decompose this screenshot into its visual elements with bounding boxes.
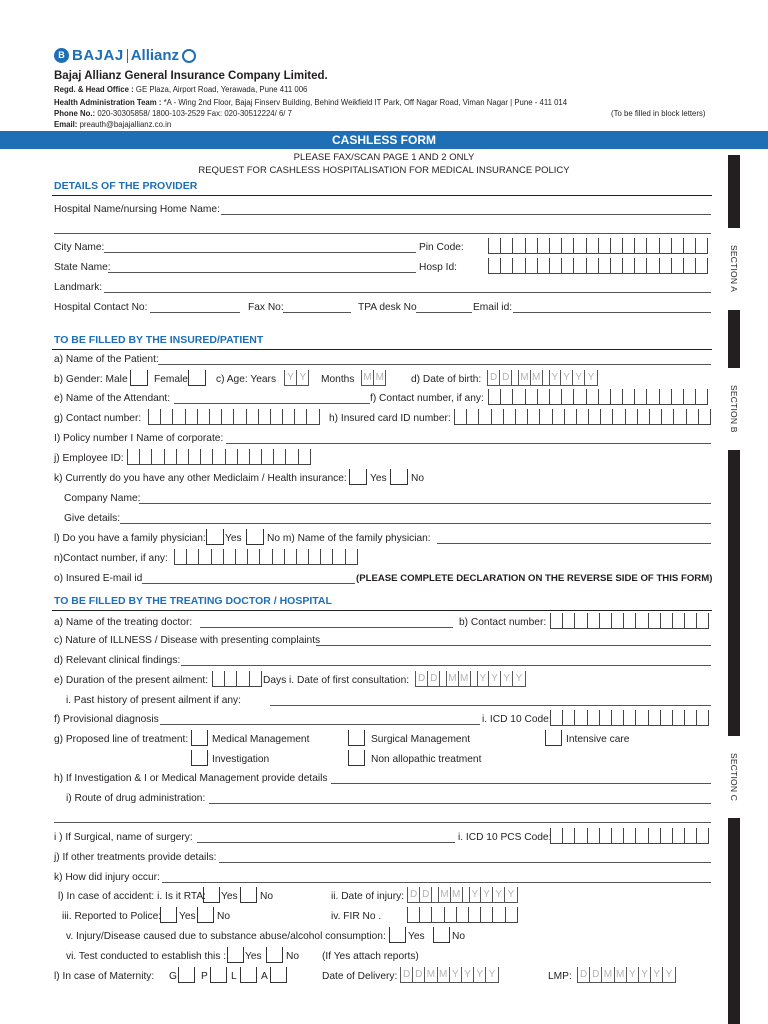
- doctor-contact-label: b) Contact number:: [459, 617, 547, 628]
- nature-illness-field[interactable]: [316, 645, 711, 646]
- icd10pcs-label: i. ICD 10 PCS Code:: [458, 832, 552, 843]
- date-injury-label: ii. Date of injury:: [331, 891, 405, 902]
- route-drug-field[interactable]: [209, 803, 711, 804]
- family-physician-no-checkbox[interactable]: [246, 529, 264, 545]
- police-yes-checkbox[interactable]: [160, 907, 177, 923]
- rta-no-checkbox[interactable]: [240, 887, 257, 903]
- employee-id-cells[interactable]: [127, 449, 311, 465]
- other-treatments-label: j) If other treatments provide details:: [54, 852, 217, 863]
- para-label: P: [201, 971, 208, 982]
- date-injury-cells[interactable]: D D M M Y Y Y Y: [407, 887, 518, 903]
- surgery-name-field[interactable]: [197, 842, 455, 843]
- past-history-label: i. Past history of present ailment if any:: [66, 695, 241, 706]
- fax-field[interactable]: [283, 312, 351, 313]
- fir-cells[interactable]: [407, 907, 518, 923]
- gender-label: b) Gender: Male: [54, 374, 128, 385]
- provider-email-label: Email id:: [473, 302, 513, 313]
- doctor-heading: TO BE FILLED BY THE TREATING DOCTOR / HOSPITAL: [54, 595, 332, 607]
- contact-if-any-label: f) Contact number, if any:: [370, 393, 484, 404]
- n-contact-label: n)Contact number, if any:: [54, 553, 168, 564]
- insured-email-field[interactable]: [142, 583, 355, 584]
- family-physician-yes-checkbox[interactable]: [206, 529, 224, 545]
- company-name: Bajaj Allianz General Insurance Company Limited.: [54, 70, 328, 82]
- patient-contact-cells[interactable]: [148, 409, 320, 425]
- injury-occur-label: k) How did injury occur:: [54, 872, 160, 883]
- police-yes-label: Yes: [179, 911, 196, 922]
- para-box[interactable]: [210, 967, 227, 983]
- clinical-findings-field[interactable]: [181, 665, 711, 666]
- hospital-name-label: Hospital Name/nursing Home Name:: [54, 204, 220, 215]
- hospital-contact-label: Hospital Contact No:: [54, 302, 148, 313]
- give-details-label: Give details:: [64, 513, 121, 524]
- insured-email-label: o) Insured E-mail id: [54, 573, 143, 584]
- give-details-field[interactable]: [120, 523, 711, 524]
- attendant-contact-cells[interactable]: [488, 389, 708, 405]
- treating-doctor-field[interactable]: [200, 627, 453, 628]
- family-physician-label: l) Do you have a family physician:: [54, 533, 206, 544]
- maternity-label: l) In case of Maternity:: [54, 971, 155, 982]
- intensive-care-label: Intensive care: [566, 734, 630, 745]
- gravida-box[interactable]: [178, 967, 195, 983]
- doctor-contact-cells[interactable]: [550, 613, 709, 629]
- physician-contact-cells[interactable]: [174, 549, 358, 565]
- test-no-checkbox[interactable]: [266, 947, 283, 963]
- other-mediclaim-yes-label: Yes: [370, 473, 387, 484]
- dob-cells[interactable]: D D M M Y Y Y Y: [487, 370, 598, 386]
- fax-label: Fax No:: [248, 302, 284, 313]
- brand-logo: [54, 47, 196, 64]
- age-years-cells[interactable]: Y Y: [284, 370, 309, 386]
- company-name-label: Company Name:: [64, 493, 141, 504]
- icd10pcs-cells[interactable]: [550, 828, 709, 844]
- lmp-label: LMP:: [548, 971, 572, 982]
- substance-yes-checkbox[interactable]: [389, 927, 406, 943]
- investigation-checkbox[interactable]: [191, 750, 208, 766]
- phone-fax: Phone No.: 020-30305858/ 1800-103-2529 Fax: 020-30512224/ 6/ 7: [54, 109, 292, 118]
- other-mediclaim-no-label: No: [411, 473, 425, 484]
- rta-yes-label: Yes: [221, 891, 238, 902]
- other-treatments-field[interactable]: [219, 862, 711, 863]
- substance-no-checkbox[interactable]: [433, 927, 450, 943]
- other-mediclaim-label: k) Currently do you have any other Mediclaim / Health insurance:: [54, 473, 347, 484]
- test-yes-label: Yes: [245, 951, 262, 962]
- female-checkbox[interactable]: [188, 370, 206, 386]
- delivery-date-cells[interactable]: D D M M Y Y Y Y: [400, 967, 499, 983]
- months-label: Months: [321, 374, 355, 385]
- section-c-label: SECTION C: [724, 736, 744, 818]
- state-field[interactable]: [108, 272, 416, 273]
- living-box[interactable]: [240, 967, 257, 983]
- duration-label: e) Duration of the present ailment:: [54, 675, 209, 686]
- attach-reports-note: (If Yes attach reports): [322, 951, 419, 962]
- investigation-label: Investigation: [212, 754, 270, 765]
- hosp-id-cells[interactable]: [488, 258, 708, 274]
- substance-yes-label: Yes: [408, 931, 425, 942]
- patient-name-label: a) Name of the Patient:: [54, 354, 159, 365]
- logo-bajaj-text: BAJAJ: [72, 47, 124, 64]
- hospital-name-field[interactable]: [221, 214, 711, 215]
- patient-heading: TO BE FILLED BY THE INSURED/PATIENT: [54, 334, 264, 346]
- lmp-cells[interactable]: D D M M Y Y Y Y: [577, 967, 676, 983]
- surgery-name-label: i ) If Surgical, name of surgery:: [54, 832, 193, 843]
- surgical-management-checkbox[interactable]: [348, 730, 365, 746]
- dob-label: d) Date of birth:: [411, 374, 482, 385]
- age-months-cells[interactable]: M M: [361, 370, 386, 386]
- first-consultation-label: Days i. Date of first consultation:: [263, 675, 410, 686]
- section-a-label: SECTION A: [724, 228, 744, 310]
- male-checkbox[interactable]: [130, 370, 148, 386]
- header-email: Email: preauth@bajajallianz.co.in: [54, 120, 172, 129]
- allianz-eagle-icon: [182, 49, 196, 63]
- investigation-details-field[interactable]: [331, 783, 711, 784]
- regd-office: Regd. & Head Office : GE Plaza, Airport Road, Yerawada, Pune 411 006: [54, 85, 308, 94]
- bajaj-emblem-icon: B: [54, 48, 69, 63]
- hospital-contact-field[interactable]: [150, 312, 240, 313]
- logo-allianz-text: Allianz: [130, 47, 180, 64]
- non-allopathic-checkbox[interactable]: [348, 750, 365, 766]
- contact-number-label: g) Contact number:: [54, 413, 142, 424]
- investigation-details-label: h) If Investigation & I or Medical Management provide details: [54, 773, 328, 784]
- landmark-label: Landmark:: [54, 282, 103, 293]
- fir-label: iv. FIR No .: [331, 911, 382, 922]
- police-no-checkbox[interactable]: [197, 907, 214, 923]
- landmark-field[interactable]: [104, 292, 711, 293]
- route-drug-label: i) Route of drug administration:: [66, 793, 206, 804]
- abortion-box[interactable]: [270, 967, 287, 983]
- company-name-field[interactable]: [139, 503, 711, 504]
- test-no-label: No: [286, 951, 300, 962]
- icd10-cells[interactable]: [550, 710, 709, 726]
- provisional-diagnosis-label: f) Provisional diagnosis: [54, 714, 159, 725]
- pin-code-cells[interactable]: [488, 238, 708, 254]
- provider-email-field[interactable]: [513, 312, 711, 313]
- age-label: c) Age: Years: [216, 374, 277, 385]
- policy-label: I) Policy number I Name of corporate:: [54, 433, 224, 444]
- test-conducted-label: vi. Test conducted to establish this :: [66, 951, 227, 962]
- gravida-label: G: [169, 971, 177, 982]
- duration-cells[interactable]: [212, 671, 262, 687]
- intensive-care-checkbox[interactable]: [545, 730, 562, 746]
- attendant-field[interactable]: [174, 403, 370, 404]
- first-consultation-cells[interactable]: D D M M Y Y Y Y: [415, 671, 526, 687]
- police-no-label: No: [217, 911, 231, 922]
- tpa-field[interactable]: [416, 312, 472, 313]
- patient-name-field[interactable]: [158, 364, 711, 365]
- family-physician-name-label: No m) Name of the family physician:: [267, 533, 431, 544]
- health-admin-team: Health Administration Team : *A - Wing 2nd Floor, Bajaj Finserv Building, Behind Weikfield IT Park, Off Nagar Road, Viman Nagar | Pune - 411 014: [54, 98, 568, 107]
- abortion-label: A: [261, 971, 268, 982]
- tpa-label: TPA desk No: [358, 302, 417, 313]
- treating-doctor-label: a) Name of the treating doctor:: [54, 617, 193, 628]
- insured-card-cells[interactable]: [454, 409, 711, 425]
- female-label: Female: [154, 374, 188, 385]
- medical-management-checkbox[interactable]: [191, 730, 208, 746]
- test-yes-checkbox[interactable]: [227, 947, 244, 963]
- delivery-date-label: Date of Delivery:: [322, 971, 398, 982]
- hosp-id-label: Hosp Id:: [419, 262, 457, 273]
- family-physician-yes-label: Yes: [225, 533, 242, 544]
- substance-abuse-label: v. Injury/Disease caused due to substance abuse/alcohol consumption:: [66, 931, 386, 942]
- other-mediclaim-no-checkbox[interactable]: [390, 469, 408, 485]
- attendant-label: e) Name of the Attendant:: [54, 393, 171, 404]
- declaration-note: (PLEASE COMPLETE DECLARATION ON THE REVERSE SIDE OF THIS FORM): [356, 573, 713, 584]
- living-label: L: [231, 971, 237, 982]
- non-allopathic-label: Non allopathic treatment: [371, 754, 482, 765]
- pin-label: Pin Code:: [419, 242, 464, 253]
- accident-rta-label: l) In case of accident: i. Is it RTA:: [58, 891, 206, 902]
- proposed-treatment-label: g) Proposed line of treatment:: [54, 734, 189, 745]
- block-letters-note: (To be filled in block letters): [611, 109, 706, 118]
- icd10-label: i. ICD 10 Code:: [482, 714, 552, 725]
- route-drug-field-2[interactable]: [54, 822, 711, 823]
- city-field[interactable]: [104, 252, 416, 253]
- policy-field[interactable]: [226, 443, 711, 444]
- rta-no-label: No: [260, 891, 274, 902]
- form-subtitle-2: REQUEST FOR CASHLESS HOSPITALISATION FOR MEDICAL INSURANCE POLICY: [198, 165, 570, 176]
- reported-police-label: iii. Reported to Police:: [62, 911, 162, 922]
- provisional-diagnosis-field[interactable]: [160, 724, 480, 725]
- hospital-name-field-2[interactable]: [54, 233, 711, 234]
- surgical-management-label: Surgical Management: [371, 734, 471, 745]
- provider-heading: DETAILS OF THE PROVIDER: [54, 180, 198, 192]
- injury-occur-field[interactable]: [162, 882, 711, 883]
- form-subtitle-1: PLEASE FAX/SCAN PAGE 1 AND 2 ONLY: [293, 152, 475, 163]
- other-mediclaim-yes-checkbox[interactable]: [349, 469, 367, 485]
- past-history-field[interactable]: [270, 705, 711, 706]
- clinical-findings-label: d) Relevant clinical findings:: [54, 655, 181, 666]
- city-label: City Name:: [54, 242, 105, 253]
- family-physician-name-field[interactable]: [437, 543, 711, 544]
- substance-no-label: No: [452, 931, 466, 942]
- state-label: State Name:: [54, 262, 111, 273]
- nature-illness-label: c) Nature of ILLNESS / Disease with presenting complaints: [54, 635, 321, 646]
- section-b-label: SECTION B: [724, 368, 744, 450]
- form-title: CASHLESS FORM: [0, 131, 768, 149]
- rta-yes-checkbox[interactable]: [203, 887, 220, 903]
- insured-card-label: h) Insured card ID number:: [329, 413, 451, 424]
- employee-id-label: j) Employee ID:: [54, 453, 124, 464]
- medical-management-label: Medical Management: [212, 734, 310, 745]
